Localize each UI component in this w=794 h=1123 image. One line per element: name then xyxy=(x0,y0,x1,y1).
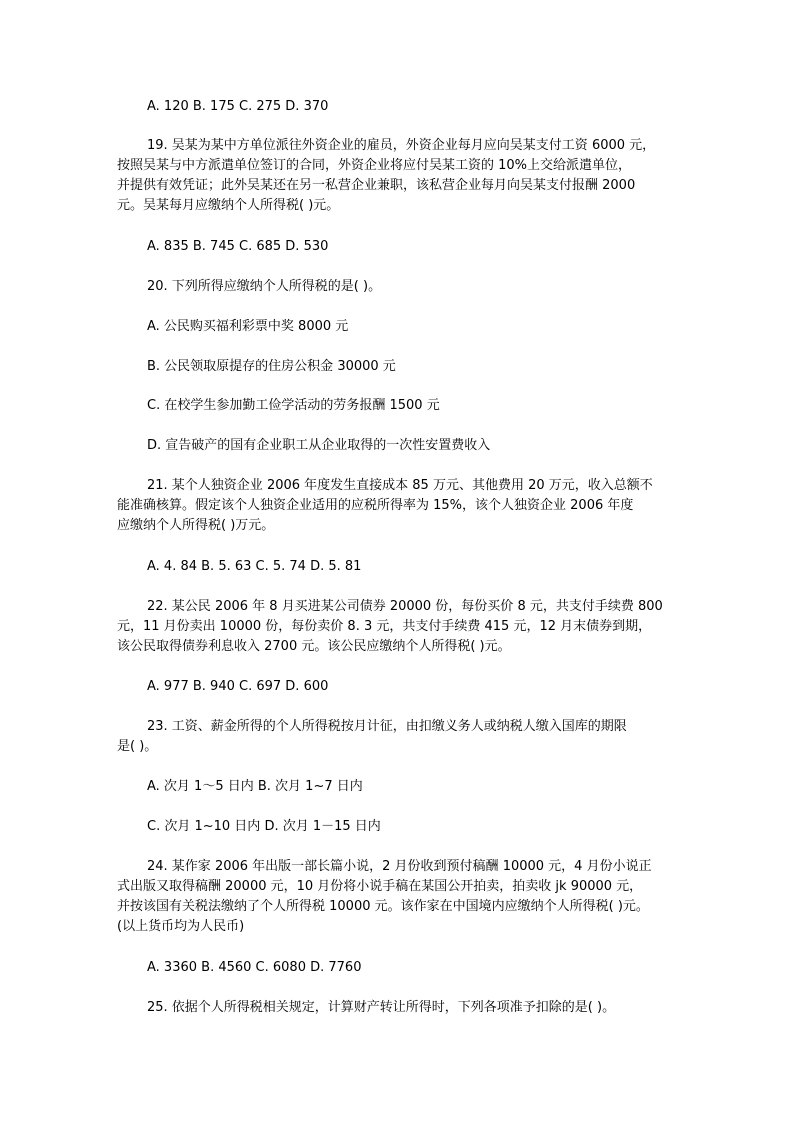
question-22 xyxy=(117,597,677,657)
q19-line-1: 19. 吴某为某中方单位派往外资企业的雇员，外资企业每月应向吴某支付工资 6000 元， xyxy=(147,138,656,153)
q21-line-2: 能准确核算。假定该个人独资企业适用的应税所得率为 15%，该个人独资企业 2006 年度 xyxy=(117,498,634,513)
q19-line-3: 并提供有效凭证；此外吴某还在另一私营企业兼职，该私营企业每月向吴某支付报酬 2000 xyxy=(117,178,636,193)
q24-line-1: 24. 某作家 2006 年出版一部长篇小说，2 月份收到预付稿酬 10000 元，4 月份小说正 xyxy=(147,859,652,874)
q22-line-2: 元，11 月份卖出 10000 份，每份卖价 8. 3 元，共支付手续费 415 元，12 月末债券到期， xyxy=(117,619,652,634)
q20-option-c: C. 在校学生参加勤工俭学活动的劳务报酬 1500 元 xyxy=(147,398,440,413)
q22-line-1: 22. 某公民 2006 年 8 月买进某公司债券 20000 份，每份买价 8 元，共支付手续费 800 xyxy=(147,599,663,614)
q24-line-3: 并按该国有关税法缴纳了个人所得税 10000 元。该作家在中国境内应缴纳个人所得税( )元。 xyxy=(117,899,649,914)
q21-options: A. 4. 84 B. 5. 63 C. 5. 74 D. 5. 81 xyxy=(147,559,362,574)
q20-stem: 20. 下列所得应缴纳个人所得税的是( )。 xyxy=(147,279,382,294)
q19-line-4: 元。吴某每月应缴纳个人所得税( )元。 xyxy=(117,198,340,213)
q18-options: A. 120 B. 175 C. 275 D. 370 xyxy=(147,99,329,114)
q21-line-1: 21. 某个人独资企业 2006 年度发生直接成本 85 万元、其他费用 20 万元，收入总额不 xyxy=(147,478,653,493)
q23-line-2: 是( )。 xyxy=(117,739,158,754)
q23-options-ab: A. 次月 1～5 日内 B. 次月 1~7 日内 xyxy=(147,779,363,794)
question-21 xyxy=(117,476,677,536)
q22-options: A. 977 B. 940 C. 697 D. 600 xyxy=(147,679,329,694)
question-19 xyxy=(117,136,677,216)
q24-line-2: 式出版又取得稿酬 20000 元，10 月份将小说手稿在某国公开拍卖，拍卖收 jk 90000 元， xyxy=(117,879,643,894)
q23-line-1: 23. 工资、薪金所得的个人所得税按月计征，由扣缴义务人或纳税人缴入国库的期限 xyxy=(147,719,627,734)
q23-options-cd: C. 次月 1~10 日内 D. 次月 1－15 日内 xyxy=(147,819,381,834)
q19-line-2: 按照吴某与中方派遣单位签订的合同，外资企业将应付吴某工资的 10%上交给派遣单位， xyxy=(117,158,632,173)
q19-options: A. 835 B. 745 C. 685 D. 530 xyxy=(147,239,329,254)
question-24 xyxy=(117,857,677,937)
q20-option-b: B. 公民领取原提存的住房公积金 30000 元 xyxy=(147,359,396,374)
q20-option-d: D. 宣告破产的国有企业职工从企业取得的一次性安置费收入 xyxy=(147,438,491,453)
q21-line-3: 应缴纳个人所得税( )万元。 xyxy=(117,518,275,533)
q24-line-4: (以上货币均为人民币) xyxy=(117,919,245,934)
question-23 xyxy=(117,717,677,757)
q24-options: A. 3360 B. 4560 C. 6080 D. 7760 xyxy=(147,960,362,975)
q25-stem: 25. 依据个人所得税相关规定，计算财产转让所得时，下列各项准予扣除的是( )。 xyxy=(147,1000,616,1015)
q22-line-3: 该公民取得债券利息收入 2700 元。该公民应缴纳个人所得税( )元。 xyxy=(117,639,511,654)
q20-option-a: A. 公民购买福利彩票中奖 8000 元 xyxy=(147,319,349,334)
